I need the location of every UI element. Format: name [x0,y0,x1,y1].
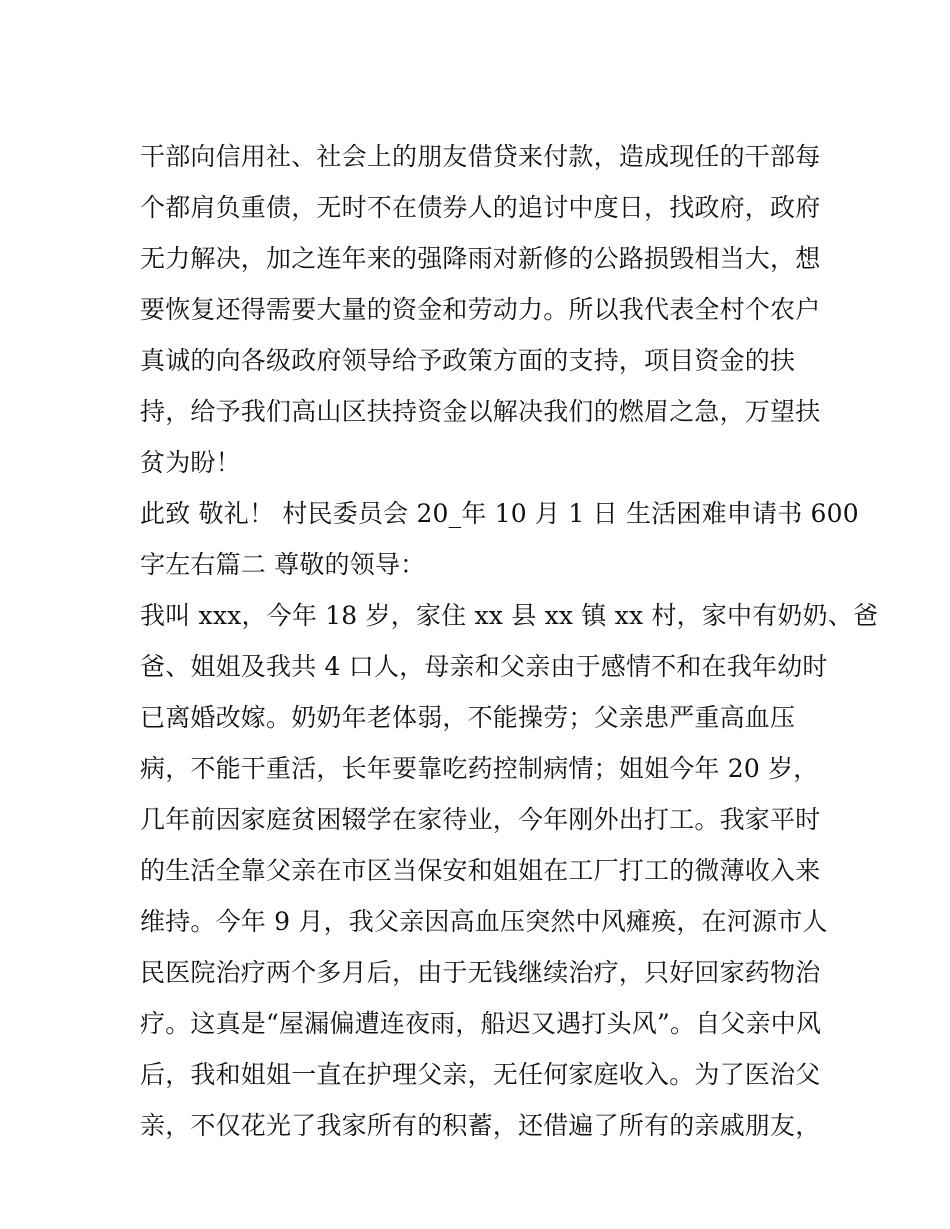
text-line: 持，给予我们高山区扶持资金以解决我们的燃眉之急，万望扶 [140,397,821,426]
text-line: 此致 敬礼！ 村民委员会 20_年 10 月 1 日 生活困难申请书 600 [140,499,859,528]
text-line: 爸、姐姐及我共 4 口人，母亲和父亲由于感情不和在我年幼时 [140,652,828,681]
text-line: 维持。今年 9 月，我父亲因高血压突然中风瘫痪，在河源市人 [140,907,828,936]
text-line: 我叫 xxx，今年 18 岁，家住 xx 县 xx 镇 xx 村，家中有奶奶、爸 [140,601,879,630]
text-line: 个都肩负重债，无时不在债券人的追讨中度日，找政府，政府 [140,193,821,222]
text-line: 后，我和姐姐一直在护理父亲，无任何家庭收入。为了医治父 [140,1060,821,1089]
text-line: 病，不能干重活，长年要靠吃药控制病情；姐姐今年 20 岁， [140,754,819,783]
text-line: 干部向信用社、社会上的朋友借贷来付款，造成现任的干部每 [140,142,821,171]
text-line: 疗。这真是“屋漏偏遭连夜雨，船迟又遇打头风”。自父亲中风 [140,1009,822,1038]
text-line: 要恢复还得需要大量的资金和劳动力。所以我代表全村个农户 [140,295,821,324]
text-line: 的生活全靠父亲在市区当保安和姐姐在工厂打工的微薄收入来 [140,856,821,885]
text-line: 字左右篇二 尊敬的领导： [140,550,426,579]
text-line: 贫为盼！ [140,448,241,477]
document-body [140,131,879,1151]
text-line: 无力解决，加之连年来的强降雨对新修的公路损毁相当大，想 [140,244,821,273]
text-line: 真诚的向各级政府领导给予政策方面的支持，项目资金的扶 [140,346,796,375]
text-line: 几年前因家庭贫困辍学在家待业，今年刚外出打工。我家平时 [140,805,821,834]
text-line: 亲，不仅花光了我家所有的积蓄，还借遍了所有的亲戚朋友， [140,1111,821,1140]
text-line: 民医院治疗两个多月后，由于无钱继续治疗，只好回家药物治 [140,958,821,987]
text-line: 已离婚改嫁。奶奶年老体弱，不能操劳；父亲患严重高血压 [140,703,796,732]
